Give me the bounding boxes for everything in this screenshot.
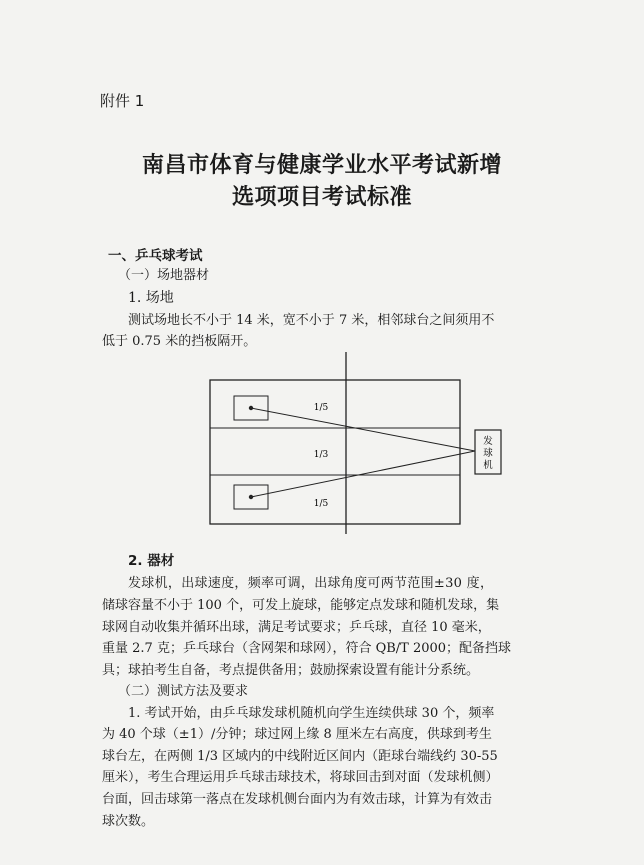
ball-path-bottom: [251, 451, 475, 497]
method-body-line-1: 1. 考试开始，由乒乓球发球机随机向学生连续供球 30 个，频率: [128, 706, 495, 721]
machine-label-char-2: 球: [483, 448, 493, 459]
subsection-test-method: （二）测试方法及要求: [118, 684, 249, 699]
ball-path-top: [251, 408, 475, 451]
attachment-label: 附件 1: [100, 92, 145, 110]
venue-body-line-2: 低于 0.75 米的挡板隔开。: [102, 334, 257, 349]
subsection-venue-equipment: （一）场地器材: [118, 268, 210, 283]
method-body-line-6: 球次数。: [102, 814, 155, 829]
equipment-body-line-5: 具；球拍考生自备，考点提供备用；鼓励探索设置有能计分系统。: [102, 663, 480, 678]
equipment-body-line-1: 发球机，出球速度，频率可调，出球角度可两节范围±30 度，: [128, 576, 494, 591]
document-title-line-1: 南昌市体育与健康学业水平考试新增: [141, 153, 502, 178]
table-outline: [210, 380, 460, 524]
venue-body-line-1: 测试场地长不小于 14 米，宽不小于 7 米，相邻球台之间须用不: [128, 313, 495, 328]
method-body-line-5: 台面，回击球第一落点在发球机侧台面内为有效击球，计算为有效击: [102, 792, 493, 807]
method-body-line-3: 球台左，在两侧 1/3 区域内的中线附近区间内（距球台端线约 30-55: [102, 749, 498, 764]
method-body-line-2: 为 40 个球（±1）/分钟；球过网上缘 8 厘米左右高度，供球到考生: [102, 727, 492, 742]
machine-label-char-1: 发: [483, 436, 493, 447]
zone-label-bottom: 1/5: [313, 499, 329, 509]
item-equipment-title: 2. 器材: [128, 553, 175, 569]
machine-label-char-3: 机: [483, 460, 493, 471]
venue-layout-diagram: [200, 352, 520, 534]
zone-label-middle: 1/3: [313, 450, 329, 460]
zone-label-top: 1/5: [313, 403, 329, 413]
method-body-line-4: 厘米），考生合理运用乒乓球击球技术，将球回击到对面（发球机侧）: [102, 770, 499, 785]
equipment-body-line-2: 储球容量不小于 100 个，可发上旋球，能够定点发球和随机发球，集: [102, 598, 500, 613]
equipment-body-line-3: 球网自动收集并循环出球，满足考试要求；乒乓球，直径 10 毫米，: [102, 620, 491, 635]
item-venue-title: 1. 场地: [128, 290, 174, 306]
equipment-body-line-4: 重量 2.7 克；乒乓球台（含网架和球网），符合 QB/T 2000；配备挡球: [102, 641, 512, 656]
document-title-line-2: 选项项目考试标准: [231, 185, 412, 210]
section-heading-table-tennis: 一、乒乓球考试: [108, 248, 203, 264]
